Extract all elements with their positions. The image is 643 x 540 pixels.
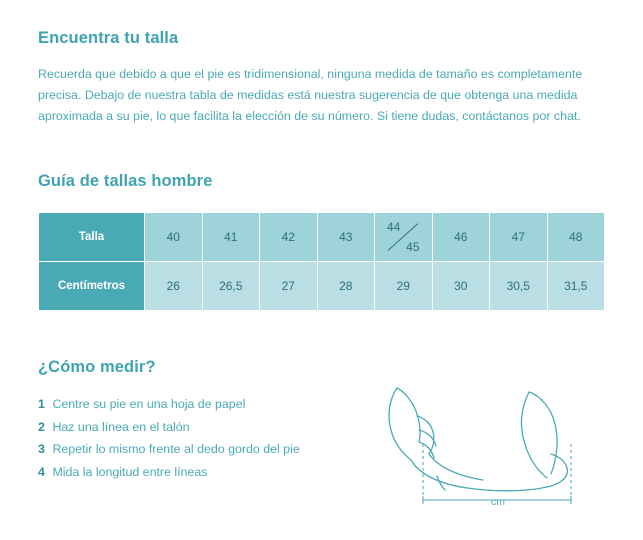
table-cell-size-42: 42 [260, 213, 318, 262]
intro-paragraph [38, 64, 598, 127]
step-number: 3 [38, 442, 45, 456]
size-table [38, 212, 605, 311]
split-top-value: 44 [387, 220, 401, 234]
size-guide-title: Guía de tallas hombre [38, 172, 213, 190]
diagonal-separator-icon [375, 213, 432, 261]
page-title: Encuentra tu talla [38, 29, 179, 47]
table-cell-cm-6: 30,5 [490, 262, 548, 311]
list-item [38, 438, 398, 461]
table-cell-size-41: 41 [202, 213, 260, 262]
table-cell-size-47: 47 [490, 213, 548, 262]
list-item [38, 461, 398, 484]
table-row-centimeters [39, 262, 605, 311]
step-text: Repetir lo mismo frente al dedo gordo del pie [52, 442, 300, 456]
table-cell-cm-1: 26,5 [202, 262, 260, 311]
table-cell-size-43: 43 [317, 213, 375, 262]
table-cell-size-48: 48 [547, 213, 605, 262]
table-cell-cm-2: 27 [260, 262, 318, 311]
table-row-sizes [39, 213, 605, 262]
split-bottom-value: 45 [406, 240, 420, 254]
step-number: 1 [38, 397, 45, 411]
how-to-measure-steps [38, 393, 398, 483]
list-item [38, 416, 398, 439]
step-text: Mida la longitud entre líneas [52, 464, 208, 479]
how-to-measure-title: ¿Cómo medir? [38, 358, 156, 376]
table-header-talla: Talla [39, 213, 145, 262]
list-item [38, 393, 398, 416]
table-cell-cm-4: 29 [375, 262, 433, 311]
step-text: Haz una línea en el talón [52, 419, 190, 434]
table-cell-cm-7: 31,5 [547, 262, 605, 311]
measure-unit-label: cm [491, 496, 505, 508]
intro-paragraph-text: Recuerda que debido a que el pie es tridimensional, ninguna medida de tamaño es completamente precisa. Debajo de nuestra tabla de medidas está nuestra sugerencia de que obtenga una medida aproximada a su pie, lo que facilita la elección de su número. Si tiene dudas, contáctanos por chat. [38, 67, 583, 123]
table-cell-size-46: 46 [432, 213, 490, 262]
step-number: 2 [38, 419, 45, 434]
table-cell-size-40: 40 [145, 213, 203, 262]
step-number: 4 [38, 464, 45, 479]
table-cell-cm-0: 26 [145, 262, 203, 311]
foot-measure-illustration [379, 382, 609, 522]
table-header-centimetros: Centímetros [39, 262, 145, 311]
table-cell-cm-3: 28 [317, 262, 375, 311]
table-cell-size-44-45 [375, 213, 433, 262]
table-cell-cm-5: 30 [432, 262, 490, 311]
step-text: Centre su pie en una hoja de papel [52, 397, 246, 411]
